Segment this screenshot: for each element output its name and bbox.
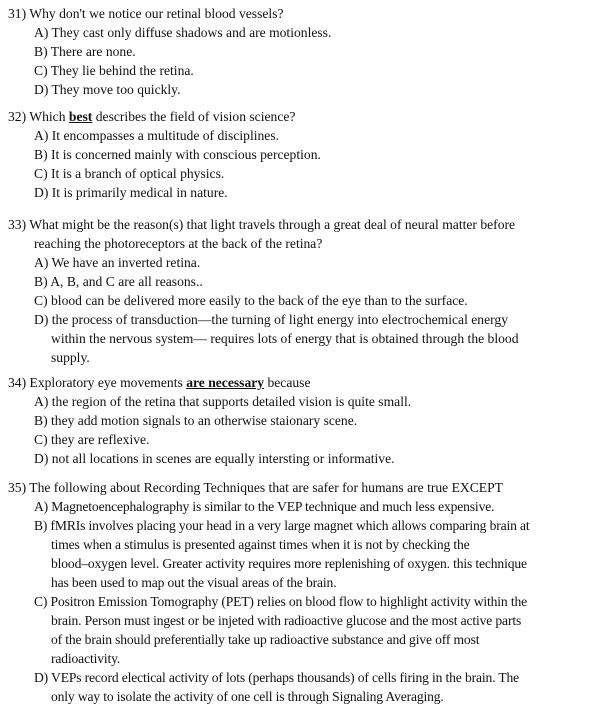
- question-stem-start: 32) Which: [8, 109, 69, 124]
- option-b: B) they add motion signals to an otherwise staionary scene.: [34, 413, 358, 428]
- question-34: [8, 373, 602, 468]
- question-stem: 35) The following about Recording Techniques that are safer for humans are true EXCEPT: [8, 480, 503, 495]
- option-d: D) It is primarily medical in nature.: [34, 185, 228, 200]
- question-stem-end: describes the field of vision science?: [92, 109, 296, 124]
- option-b: B) It is concerned mainly with conscious perception.: [34, 147, 321, 162]
- question-stem: 33) What might be the reason(s) that light travels through a great deal of neural matter before: [8, 217, 516, 232]
- option-c: C) It is a branch of optical physics.: [34, 166, 225, 181]
- question-stem: [8, 107, 602, 126]
- question-stem-end: because: [264, 375, 311, 390]
- option-c: C) they are reflexive.: [34, 432, 150, 447]
- option-c: C) Positron Emission Tomography (PET) relies on blood flow to highlight activity within the: [34, 594, 527, 609]
- option-a: A) They cast only diffuse shadows and are motionless.: [34, 25, 332, 40]
- question-33: [8, 215, 602, 367]
- option-d: D) the process of transduction—the turning of light energy into electrochemical energy: [34, 312, 509, 327]
- question-stem: [8, 373, 602, 392]
- option-c-continued: brain. Person must ingest or be injeted with radioactive glucose and the most active parts: [51, 613, 522, 628]
- option-c: C) blood can be delivered more easily to the back of the eye than to the surface.: [34, 293, 468, 308]
- option-c: C) They lie behind the retina.: [34, 63, 194, 78]
- option-d-continued: within the nervous system— requires lots of energy that is obtained through the blood: [51, 331, 519, 346]
- option-a: A) We have an inverted retina.: [34, 255, 201, 270]
- option-b: B) A, B, and C are all reasons..: [34, 274, 203, 289]
- question-stem-continued: reaching the photoreceptors at the back of the retina?: [34, 236, 323, 251]
- option-b-continued: blood–oxygen level. Greater activity requires more replenishing of oxygen. this technique: [51, 556, 527, 571]
- option-b: B) There are none.: [34, 44, 136, 59]
- option-d: D) not all locations in scenes are equally intersting or informative.: [34, 451, 395, 466]
- option-d: D) They move too quickly.: [34, 82, 181, 97]
- option-a: A) It encompasses a multitude of disciplines.: [34, 128, 280, 143]
- option-b: B) fMRIs involves placing your head in a very large magnet which allows comparing brain at: [34, 518, 530, 533]
- question-31: [8, 4, 602, 99]
- option-d-continued: supply.: [51, 350, 90, 365]
- option-c-continued: radioactivity.: [51, 651, 121, 666]
- question-stem-start: 34) Exploratory eye movements: [8, 375, 187, 390]
- question-stem: 31) Why don't we notice our retinal blood vessels?: [8, 6, 284, 21]
- question-32: [8, 107, 602, 202]
- option-a: A) the region of the retina that supports detailed vision is quite small.: [34, 394, 412, 409]
- option-b-continued: times when a stimulus is presented against times when it is not by checking the: [51, 537, 470, 552]
- question-35: [8, 478, 602, 706]
- option-d-continued: only way to isolate the activity of one cell is through Signaling Averaging.: [51, 689, 444, 704]
- option-c-continued: of the brain should preferentially take up radioactive substance and give off most: [51, 632, 480, 647]
- emphasized-word: best: [68, 109, 93, 124]
- option-a: A) Magnetoencephalography is similar to the VEP technique and much less expensive.: [34, 499, 495, 514]
- option-b-continued: has been used to map out the visual areas of the brain.: [51, 575, 337, 590]
- emphasized-phrase: are necessary: [186, 375, 265, 390]
- option-d: D) VEPs record electical activity of lots (perhaps thousands) of cells firing in the brain. The: [34, 670, 520, 685]
